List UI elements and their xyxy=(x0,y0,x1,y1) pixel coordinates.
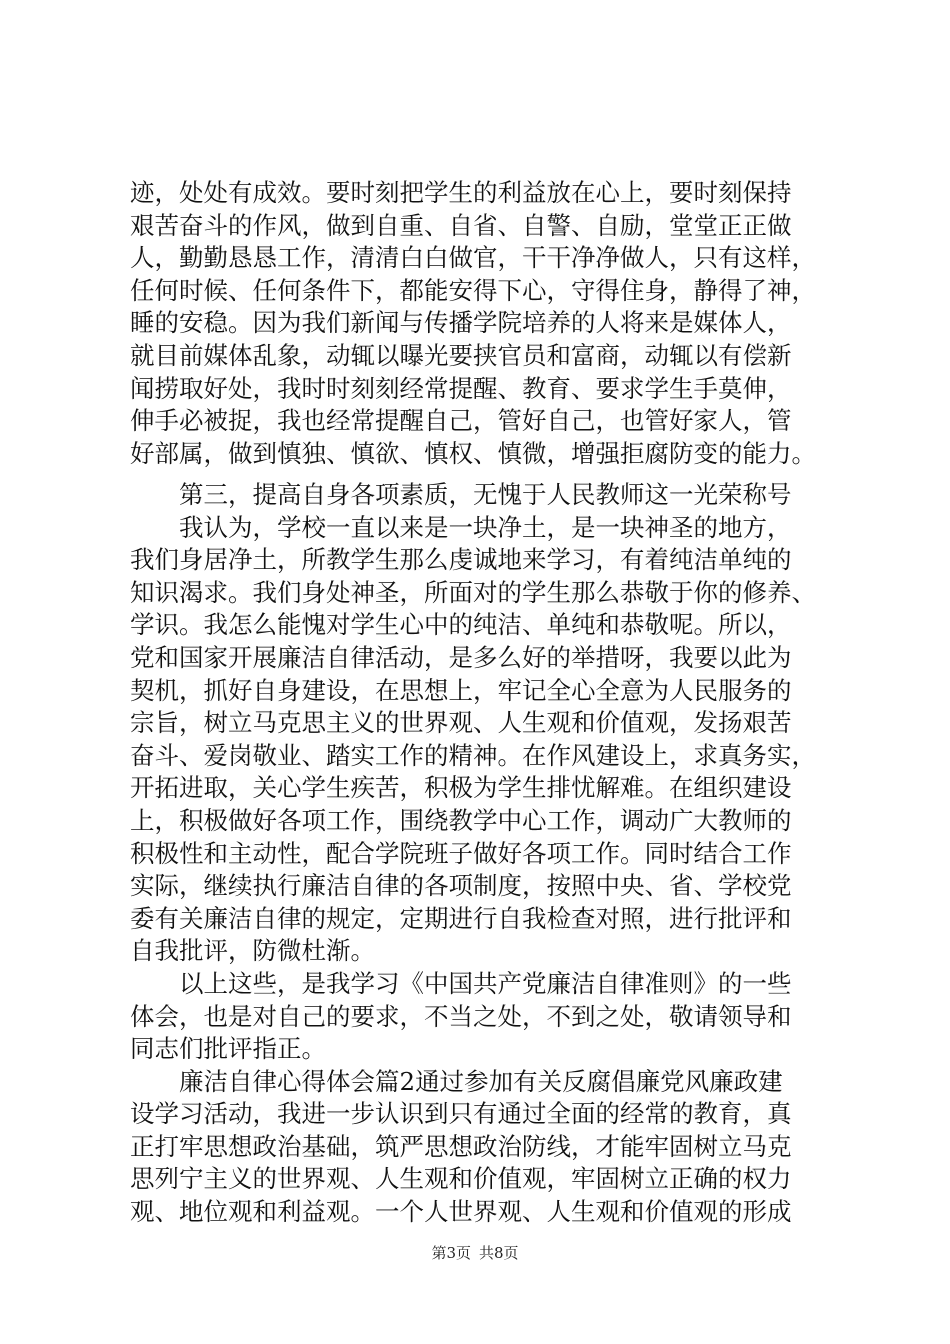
text-line: 闻捞取好处，我时时刻刻经常提醒、教育、要求学生手莫伸， xyxy=(130,373,792,403)
text-line: 任何时候、任何条件下，都能安得下心，守得住身，静得了神， xyxy=(130,275,816,305)
text-line: 体会，也是对自己的要求，不当之处，不到之处，敬请领导和 xyxy=(130,1001,792,1031)
text-line: 我们身居净土，所教学生那么虔诚地来学习，有着纯洁单纯的 xyxy=(130,545,792,575)
text-line: 开拓进取，关心学生疾苦，积极为学生排忧解难。在组织建设 xyxy=(130,773,792,803)
text-line: 党和国家开展廉洁自律活动，是多么好的举措呀，我要以此为 xyxy=(130,642,792,672)
text-line: 宗旨，树立马克思主义的世界观、人生观和价值观，发扬艰苦 xyxy=(130,708,792,738)
section-heading: 第三，提高自身各项素质，无愧于人民教师这一光荣称号 xyxy=(179,480,792,509)
text-line: 同志们批评指正。 xyxy=(130,1034,326,1064)
text-line: 设学习活动，我进一步认识到只有通过全面的经常的教育，真 xyxy=(130,1099,792,1129)
text-line: 知识渴求。我们身处神圣，所面对的学生那么恭敬于你的修养、 xyxy=(130,577,816,607)
text-line: 睡的安稳。因为我们新闻与传播学院培养的人将来是媒体人， xyxy=(130,308,792,338)
text-line: 观、地位观和利益观。一个人世界观、人生观和价值观的形成 xyxy=(130,1197,792,1227)
text-line: 奋斗、爱岗敬业、踏实工作的精神。在作风建设上，求真务实， xyxy=(130,740,816,770)
paragraph-start-line: 廉洁自律心得体会篇2通过参加有关反腐倡廉党风廉政建 xyxy=(179,1066,783,1096)
paragraph-start-line: 我认为，学校一直以来是一块净土，是一块神圣的地方， xyxy=(179,512,792,542)
text-line: 实际，继续执行廉洁自律的各项制度，按照中央、省、学校党 xyxy=(130,871,792,901)
text-line: 上，积极做好各项工作，围绕教学中心工作，调动广大教师的 xyxy=(130,805,792,835)
page-footer xyxy=(0,1243,950,1263)
text-line: 契机，抓好自身建设，在思想上，牢记全心全意为人民服务的 xyxy=(130,675,792,705)
page-number: 第3页 xyxy=(431,1244,471,1262)
text-line: 正打牢思想政治基础，筑严思想政治防线，才能牢固树立马克 xyxy=(130,1131,792,1161)
text-line: 学识。我怎么能愧对学生心中的纯洁、单纯和恭敬呢。所以， xyxy=(130,610,792,640)
text-line: 自我批评，防微杜渐。 xyxy=(130,936,375,966)
body-section xyxy=(130,479,830,1229)
paragraph-continued xyxy=(130,177,830,470)
text-line: 艰苦奋斗的作风，做到自重、自省、自警、自励，堂堂正正做 xyxy=(130,210,792,240)
text-line: 就目前媒体乱象，动辄以曝光要挟官员和富商，动辄以有偿新 xyxy=(130,340,792,370)
text-line: 人，勤勤恳恳工作，清清白白做官，干干净净做人，只有这样， xyxy=(130,243,816,273)
text-line: 伸手必被捉，我也经常提醒自己，管好自己，也管好家人，管 xyxy=(130,406,792,436)
text-line: 积极性和主动性，配合学院班子做好各项工作。同时结合工作 xyxy=(130,838,792,868)
text-line: 好部属，做到慎独、慎欲、慎权、慎微，增强拒腐防变的能力。 xyxy=(130,438,816,468)
page-total: 共8页 xyxy=(479,1244,519,1262)
text-line: 迹，处处有成效。要时刻把学生的利益放在心上，要时刻保持 xyxy=(130,178,792,207)
text-line: 委有关廉洁自律的规定，定期进行自我检查对照，进行批评和 xyxy=(130,903,792,933)
text-line: 思列宁主义的世界观、人生观和价值观，牢固树立正确的权力 xyxy=(130,1164,792,1194)
paragraph-start-line: 以上这些，是我学习《中国共产党廉洁自律准则》的一些 xyxy=(179,968,792,998)
